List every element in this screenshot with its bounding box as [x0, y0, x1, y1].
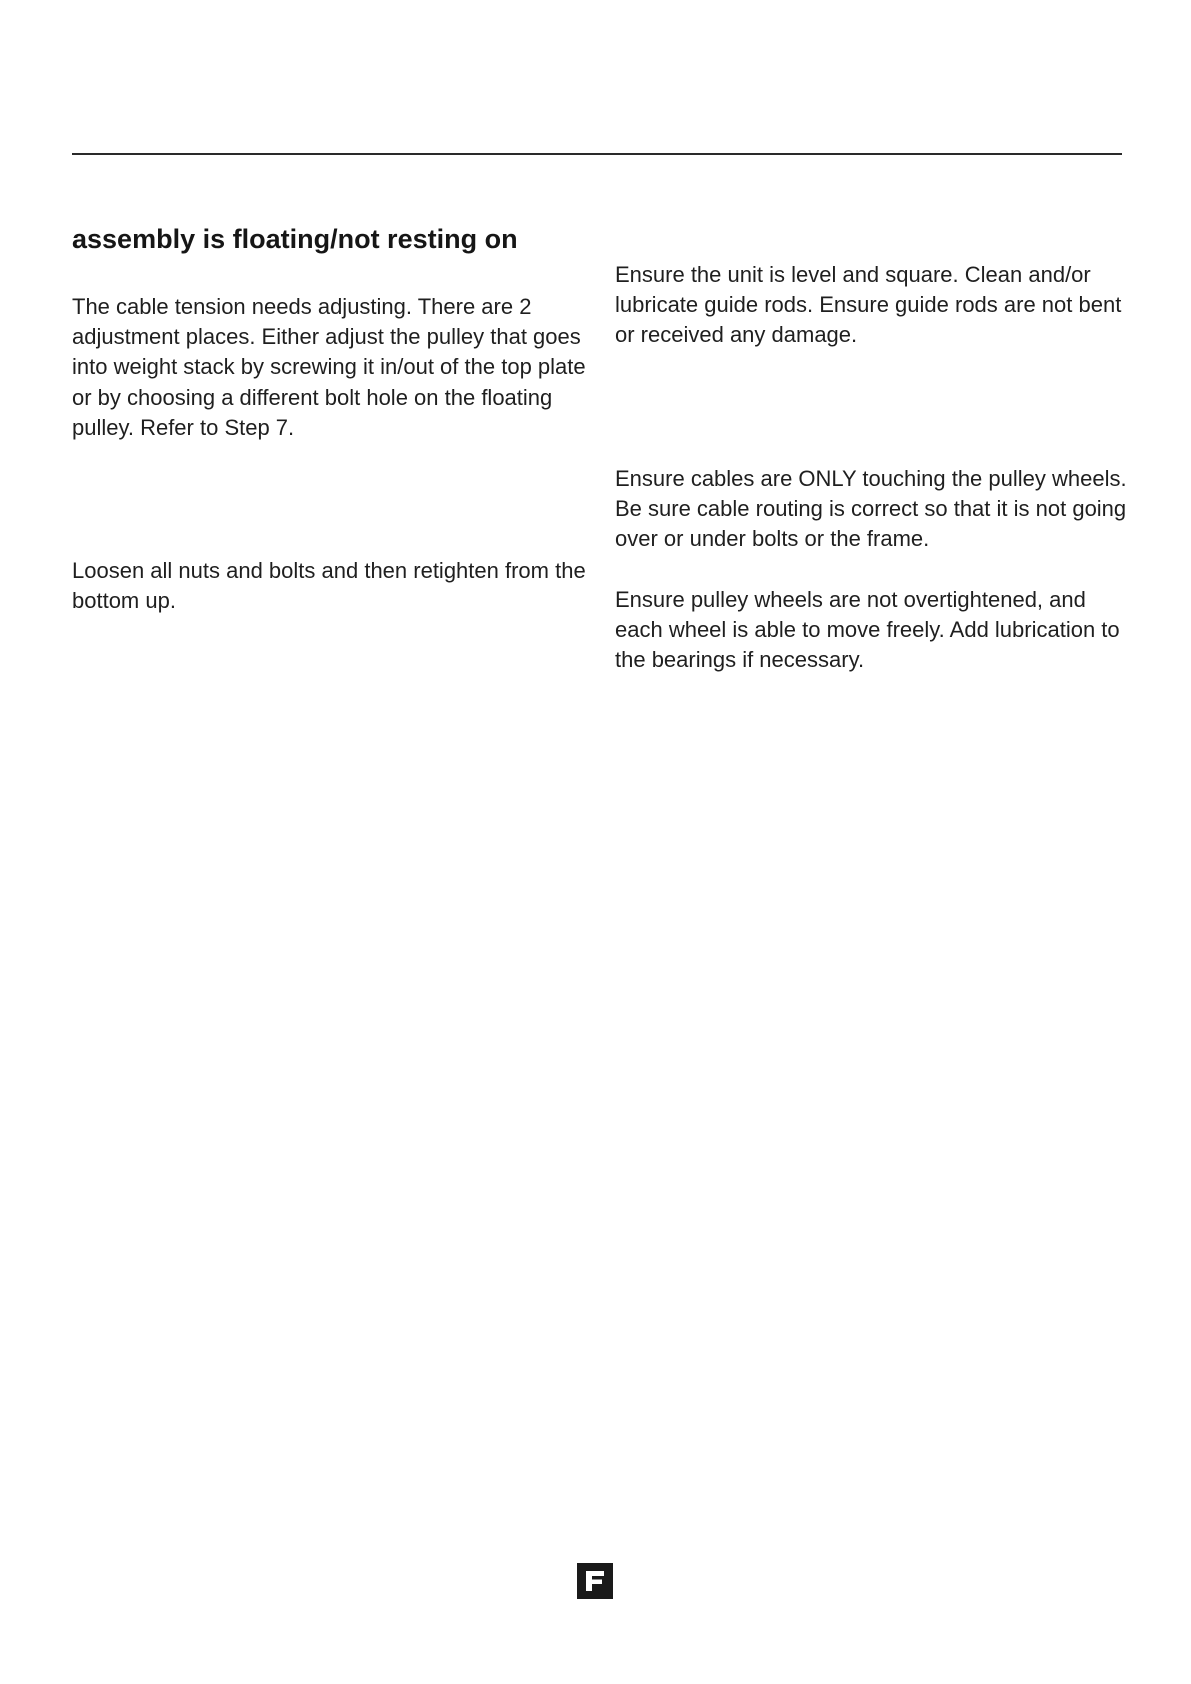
left-paragraph-cable-tension: The cable tension needs adjusting. There are 2 adjustment places. Either adjust the pulley that goes into weight stack by screwing it in/out of the top plate or by choosing a different bolt hole on the floating pulley. Refer to Step 7. — [72, 294, 586, 440]
section-heading: assembly is floating/not resting on — [72, 224, 518, 254]
brand-f-logo-icon — [577, 1563, 613, 1599]
left-paragraph-retighten: Loosen all nuts and bolts and then retighten from the bottom up. — [72, 558, 586, 614]
right-paragraph-level-square: Ensure the unit is level and square. Clean and/or lubricate guide rods. Ensure guide rods are not bent or received any damage. — [615, 262, 1122, 348]
right-paragraph-cable-routing: Ensure cables are ONLY touching the pulley wheels. Be sure cable routing is correct so that it is not going over or under bolts or the frame. — [615, 466, 1127, 552]
header-divider — [72, 153, 1122, 155]
right-paragraph-pulley-wheels: Ensure pulley wheels are not overtightened, and each wheel is able to move freely. Add lubrication to the bearings if necessary. — [615, 587, 1120, 673]
